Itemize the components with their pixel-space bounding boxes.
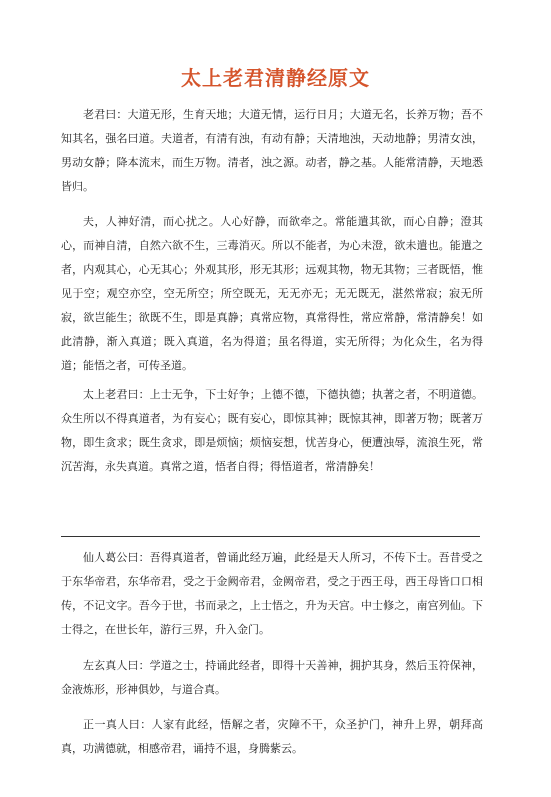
- page-title: 太上老君清静经原文: [181, 66, 370, 90]
- paragraph-mind-and-spirit: 夫，人神好清，而心扰之。人心好静，而欲牵之。常能遣其欲，而心自静；澄其心，而神自清，自然六欲不生，三毒消灭。所以不能者，为心未澄，欲未遣也。能遣之者，内观其心，心无其心；外观其形，形无其形；远观其物，物无其物；三者既悟，惟见于空；观空亦空，空无所空；所空既无，无无亦无；无无既无，湛然常寂；寂无所寂，欲岂能生；欲既不生，即是真静；真常应物，真常得性，常应常静，常清静矣！如此清静，渐入真道；既入真道，名为得道；虽名得道，实无所得；为化众生，名为得道；能悟之者，可传圣道。: [61, 215, 483, 372]
- paragraph-taishang-says: 太上老君曰：上士无争，下士好争；上德不德，下德执德；执著之者，不明道德。众生所以不得真道者，为有妄心；既有妄心，即惊其神；既惊其神，即著万物；既著万物，即生贪求；既生贪求，即是烦恼；烦恼妄想，忧苦身心，便遭浊辱，流浪生死，常沉苦海，永失真道。真常之道，悟者自得；得悟道者，常清静矣！: [61, 388, 483, 473]
- paragraph-laojun-says: 老君曰：大道无形，生育天地；大道无情，运行日月；大道无名，长养万物；吾不知其名，强名曰道。夫道者，有清有浊，有动有静；天清地浊，天动地静；男清女浊，男动女静；降本流末，而生万物。清者，浊之源。动者，静之基。人能常清静，天地悉皆归。: [61, 108, 483, 193]
- paragraph-zuoxuan-says: 左玄真人曰：学道之士，持诵此经者，即得十天善神，拥护其身，然后玉符保神，金液炼形，形神俱妙，与道合真。: [61, 659, 483, 696]
- paragraph-zhengyi-says: 正一真人曰：人家有此经，悟解之者，灾障不干，众圣护门，神升上界，朝拜高真，功满德就，相感帝君，诵持不退，身腾紫云。: [61, 718, 483, 755]
- section-divider: [61, 536, 480, 537]
- paragraph-ge-gong-says: 仙人葛公曰：吾得真道者，曾诵此经万遍，此经是天人所习，不传下士。吾昔受之于东华帝君，东华帝君，受之于金阙帝君，金阙帝君，受之于西王母，西王母皆口口相传，不记文字。吾今于世，书而录之，上士悟之，升为天宫。中士修之，南宫列仙。下士得之，在世长年，游行三界，升入金门。: [61, 551, 483, 636]
